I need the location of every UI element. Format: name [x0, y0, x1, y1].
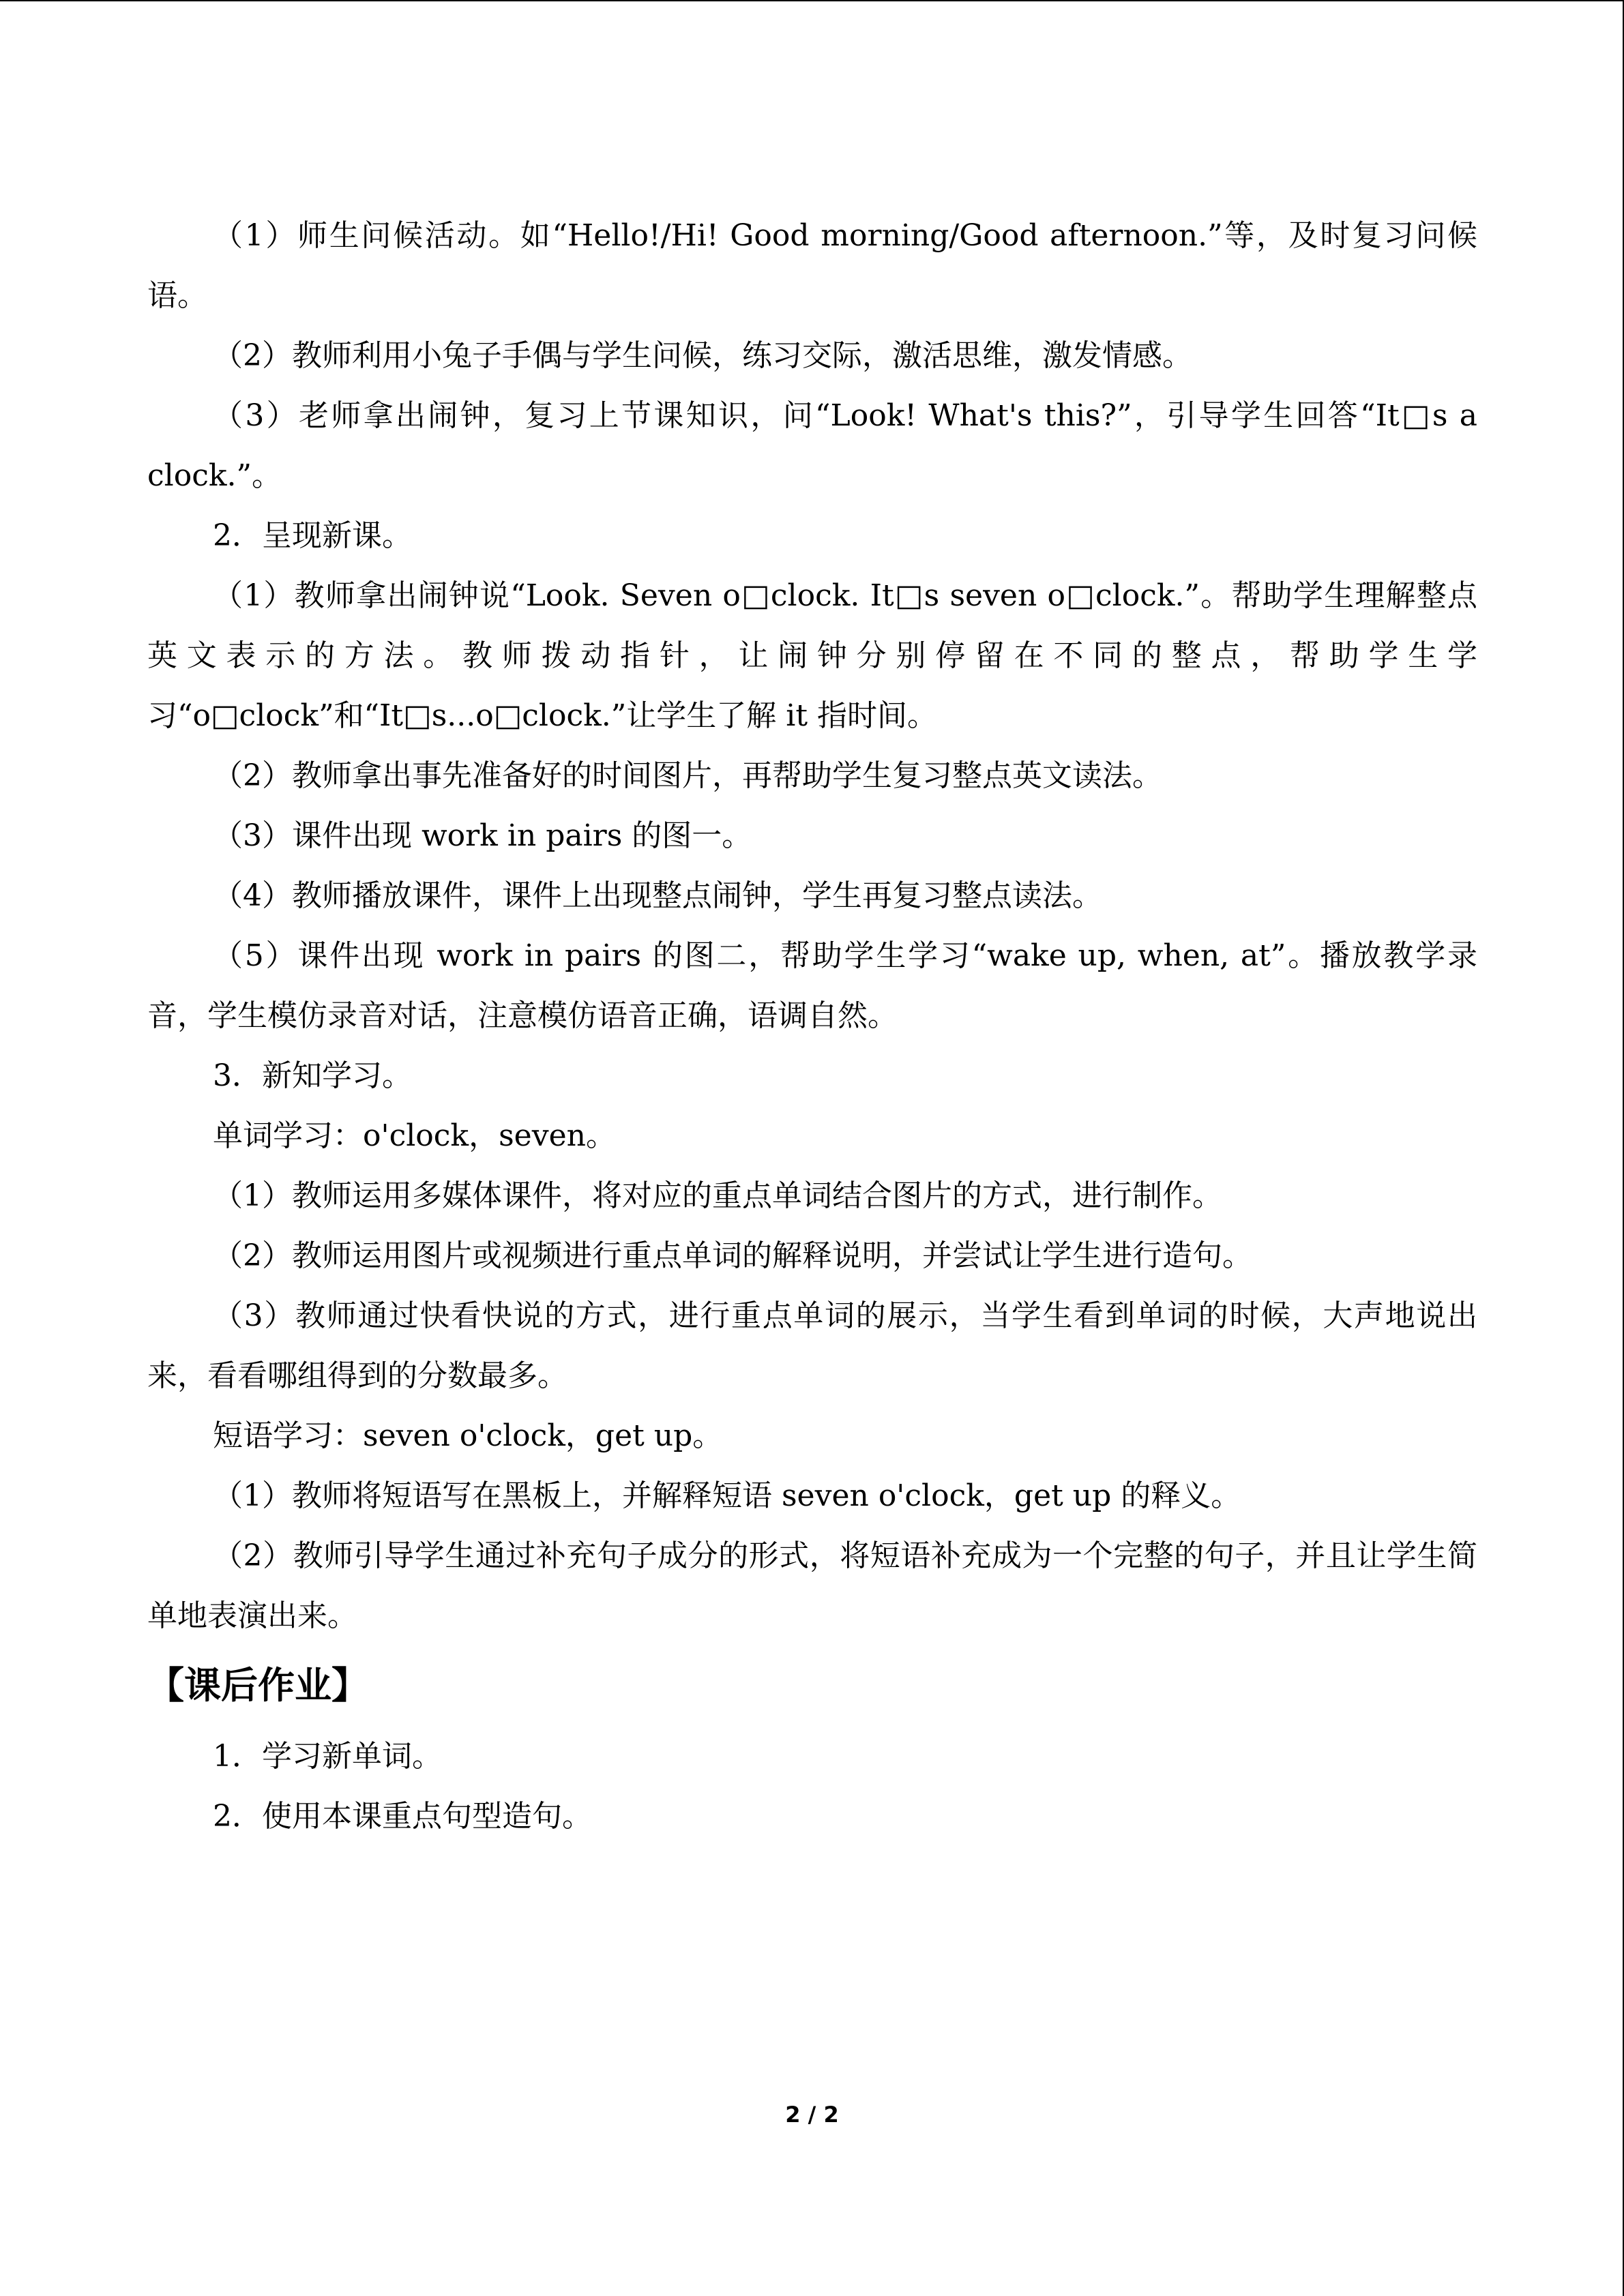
- paragraph-sentence-completion: （2）教师引导学生通过补充句子成分的形式，将短语补充成为一个完整的句子，并且让学生简单地表演出来。: [147, 1538, 1477, 1633]
- section-new-knowledge: 3．新知学习。: [213, 1058, 412, 1093]
- paragraph-pictures-video: （2）教师运用图片或视频进行重点单词的解释说明，并尝试让学生进行造句。: [213, 1238, 1252, 1273]
- paragraph-blackboard-phrases: （1）教师将短语写在黑板上，并解释短语 seven o'clock，get up 的释义。: [213, 1478, 1241, 1513]
- section-present-new-lesson: 2．呈现新课。: [213, 518, 412, 553]
- paragraph-alarm-clock-review: （3）老师拿出闹钟，复习上节课知识，问“Look! What's this?”，引导学生回答“It□s a clock.”。: [147, 398, 1477, 493]
- paragraph-rabbit-puppet: （2）教师利用小兔子手偶与学生问候，练习交际，激活思维，激发情感。: [213, 338, 1192, 373]
- paragraph-word-study: 单词学习：o'clock，seven。: [213, 1118, 616, 1153]
- page-number: 2 / 2: [785, 2102, 839, 2128]
- paragraph-courseware-clock: （4）教师播放课件，课件上出现整点闹钟，学生再复习整点读法。: [213, 878, 1102, 913]
- paragraph-oclock-explanation: （1）教师拿出闹钟说“Look. Seven o□clock. It□s seven o□clock.”。帮助学生理解整点英文表示的方法。教师拨动指针，让闹钟分别停留在不同的整点，帮助学生学习“o□clock”和“It□s...o□clock.”让学生了解 it 指时间。: [147, 578, 1477, 733]
- paragraph-time-pictures: （2）教师拿出事先准备好的时间图片，再帮助学生复习整点英文读法。: [213, 758, 1162, 793]
- homework-item-1: 1．学习新单词。: [213, 1739, 442, 1774]
- paragraph-multimedia: （1）教师运用多媒体课件，将对应的重点单词结合图片的方式，进行制作。: [213, 1178, 1222, 1213]
- homework-item-2: 2．使用本课重点句型造句。: [213, 1799, 592, 1834]
- paragraph-quick-look: （3）教师通过快看快说的方式，进行重点单词的展示，当学生看到单词的时候，大声地说出来，看看哪组得到的分数最多。: [147, 1298, 1477, 1393]
- paragraph-phrase-study: 短语学习：seven o'clock，get up。: [213, 1418, 723, 1453]
- document-content: [147, 206, 1477, 1847]
- homework-heading: 【课后作业】: [147, 1664, 368, 1707]
- paragraph-work-in-pairs-1: （3）课件出现 work in pairs 的图一。: [213, 818, 752, 853]
- paragraph-work-in-pairs-2: （5）课件出现 work in pairs 的图二，帮助学生学习“wake up, when, at”。播放教学录音，学生模仿录音对话，注意模仿语音正确，语调自然。: [147, 938, 1477, 1033]
- paragraph-greeting-activity: （1）师生问候活动。如“Hello!/Hi! Good morning/Good afternoon.”等，及时复习问候语。: [147, 218, 1477, 313]
